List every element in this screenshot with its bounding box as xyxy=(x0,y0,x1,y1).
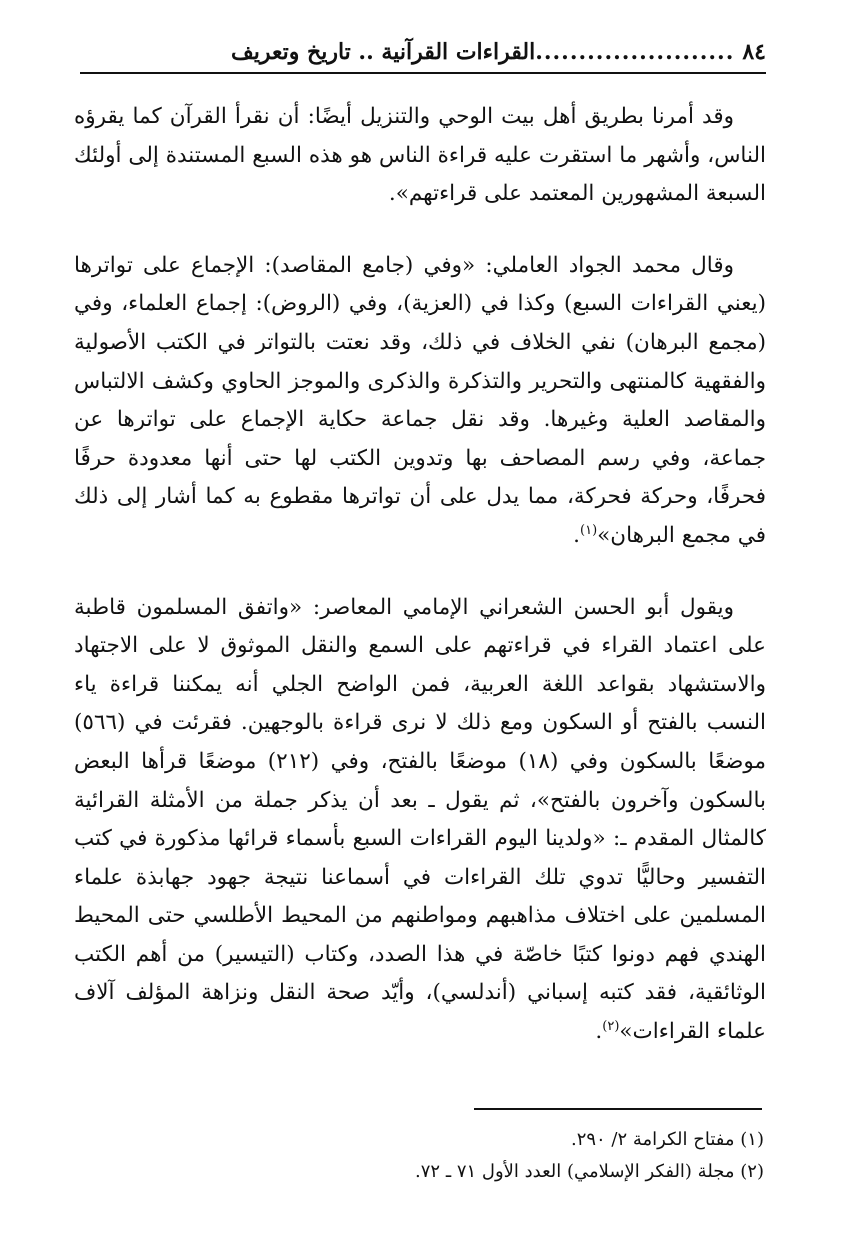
running-header xyxy=(80,32,766,74)
paragraph-2 xyxy=(74,247,766,556)
paragraph-2-tail: . xyxy=(573,522,581,548)
footnote-1: (١) مفتاح الكرامة ٢/ ٢٩٠. xyxy=(570,1129,764,1150)
footnotes xyxy=(90,1124,764,1188)
header-leader-dots: ....................... xyxy=(535,39,735,65)
main-text xyxy=(74,98,766,1052)
paragraph-1-text: وقد أمرنا بطريق أهل بيت الوحي والتنزيل أيضًا: أن نقرأ القرآن كما يقرؤه الناس، وأشهر ما استقرت عليه قراءة الناس هو هذه السبع المستندة إلى أولئك السبعة المشهورين المعتمد على قراءتهم». xyxy=(74,104,766,207)
paragraph-1 xyxy=(74,98,766,214)
footnote-ref-1[interactable]: (١) xyxy=(580,522,598,538)
footnote-ref-2[interactable]: (٢) xyxy=(602,1018,620,1034)
page-number: ٨٤ xyxy=(742,39,766,65)
running-title: القراءات القرآنية .. تاريخ وتعريف xyxy=(230,39,536,65)
paragraph-2-text: وقال محمد الجواد العاملي: «وفي (جامع المقاصد): الإجماع على تواترها (يعني القراءات السبع) وكذا في (العزية)، وفي (الروض): إجماع العلماء، وفي (مجمع البرهان) نفي الخلاف في ذلك، وقد نعتت بالتواتر في الكتب الأصولية والفقهية كالمنتهى والتحرير والتذكرة والذكرى والموجز الحاوي وكشف الالتباس والمقاصد العلية وغيرها. وقد نقل جماعة حكاية الإجماع على تواترها عن جماعة، وفي رسم المصاحف بها وتدوين الكتب لها حتى أنها معدودة حرفًا فحرفًا، وحركة فحركة، مما يدل على أن تواترها مقطوع به كما أشار إلى ذلك في مجمع البرهان» xyxy=(74,252,766,548)
paragraph-3-text: ويقول أبو الحسن الشعراني الإمامي المعاصر: «واتفق المسلمون قاطبة على اعتماد القراء في قراءتهم على السمع والنقل الموثوق لا على الاجتهاد والاستشهاد بقواعد اللغة العربية، فمن الواضح الجلي أنه يمكننا قراءة ياء النسب بالفتح أو السكون ومع ذلك لا نرى قراءة بالوجهين. فقرئت في (٥٦٦) موضعًا بالسكون وفي (١٨) موضعًا بالفتح، وفي (٢١٢) موضعًا قرأها البعض بالسكون وآخرون بالفتح»، ثم يقول ـ بعد أن يذكر جملة من الأمثلة القرائية كالمثال المقدم ـ: «ولدينا اليوم القراءات السبع بأسماء قرائها مذكورة في كتب التفسير وحاليًّا تدوي تلك القراءات في أسماعنا نتيجة جهود جهابذة علماء المسلمين على اختلاف مذاهبهم ومواطنهم من المحيط الأطلسي حتى المحيط الهندي فهم دونوا كتبًا خاصّة في هذا الصدد، وكتاب (التيسير) من أهم الكتب الوثائقية، فقد كتبه إسباني (أندلسي)، وأيّد صحة النقل ونزاهة المؤلف آلاف علماء القراءات» xyxy=(74,594,766,1045)
footnote-2: (٢) مجلة (الفكر الإسلامي) العدد الأول ٧١ ـ ٧٢. xyxy=(415,1161,764,1182)
footnote-separator xyxy=(474,1108,762,1110)
paragraph-3-tail: . xyxy=(595,1019,603,1045)
paragraph-3 xyxy=(74,589,766,1052)
